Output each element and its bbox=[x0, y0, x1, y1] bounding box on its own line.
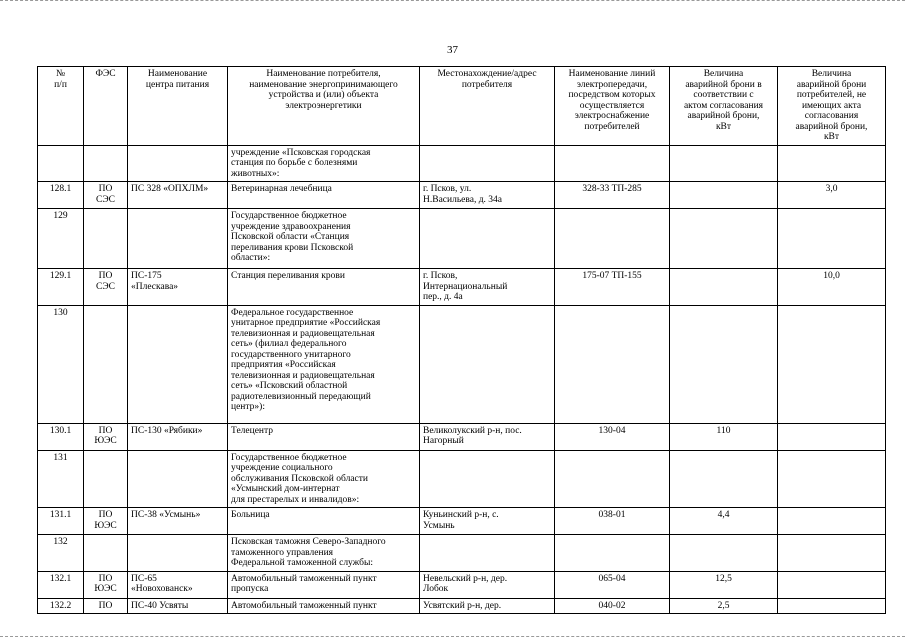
cell-address bbox=[420, 535, 555, 572]
cell-reserve-with-act: 2,5 bbox=[670, 598, 778, 614]
cell-consumer: Автомобильный таможенный пункт пропуска bbox=[228, 571, 420, 598]
cell-consumer: Станция переливания крови bbox=[228, 269, 420, 306]
cell-reserve-without-act bbox=[778, 209, 886, 269]
cell-number: 129 bbox=[38, 209, 84, 269]
cell-power-lines bbox=[555, 535, 670, 572]
table-row bbox=[38, 182, 886, 209]
cell-reserve-with-act bbox=[670, 182, 778, 209]
table-row bbox=[38, 145, 886, 182]
cell-number bbox=[38, 145, 84, 182]
cell-power-center bbox=[128, 305, 228, 423]
scan-edge-bottom bbox=[0, 636, 905, 637]
reserve-table bbox=[37, 66, 886, 614]
cell-power-lines bbox=[555, 450, 670, 508]
cell-reserve-with-act bbox=[670, 305, 778, 423]
cell-reserve-without-act: 10,0 bbox=[778, 269, 886, 306]
cell-number: 130 bbox=[38, 305, 84, 423]
cell-power-lines: 038-01 bbox=[555, 508, 670, 535]
cell-power-center bbox=[128, 209, 228, 269]
cell-reserve-with-act bbox=[670, 269, 778, 306]
cell-fes bbox=[84, 450, 128, 508]
cell-consumer: Государственное бюджетное учреждение здравоохранения Псковской области «Станция переливания крови Псковской области»: bbox=[228, 209, 420, 269]
cell-consumer: учреждение «Псковская городская станция по борьбе с болезнями животных»: bbox=[228, 145, 420, 182]
table-row bbox=[38, 598, 886, 614]
cell-reserve-without-act bbox=[778, 305, 886, 423]
cell-power-lines: 040-02 bbox=[555, 598, 670, 614]
header-reserve-without-act: Величина аварийной брони потребителей, не имеющих акта согласования аварийной брони, кВт bbox=[778, 67, 886, 146]
cell-reserve-with-act: 4,4 bbox=[670, 508, 778, 535]
cell-address bbox=[420, 145, 555, 182]
cell-address bbox=[420, 450, 555, 508]
header-power-lines: Наименование линий электропередачи, посредством которых осуществляется электроснабжение потребителей bbox=[555, 67, 670, 146]
cell-power-center bbox=[128, 450, 228, 508]
header-consumer: Наименование потребителя, наименование энергопринимающего устройства и (или) объекта электроэнергетики bbox=[228, 67, 420, 146]
cell-consumer: Государственное бюджетное учреждение социального обслуживания Псковской области «Усмынский дом-интернат для престарелых и инвалидов»: bbox=[228, 450, 420, 508]
cell-fes bbox=[84, 145, 128, 182]
cell-fes: ПО СЭС bbox=[84, 269, 128, 306]
cell-power-lines bbox=[555, 209, 670, 269]
cell-fes: ПО ЮЭС bbox=[84, 571, 128, 598]
cell-address: Куньинский р-н, с. Усмынь bbox=[420, 508, 555, 535]
cell-reserve-with-act bbox=[670, 145, 778, 182]
header-power-center: Наименование центра питания bbox=[128, 67, 228, 146]
header-number: № п/п bbox=[38, 67, 84, 146]
table-row bbox=[38, 450, 886, 508]
cell-address: г. Псков, ул. Н.Васильева, д. 34а bbox=[420, 182, 555, 209]
table-row bbox=[38, 209, 886, 269]
cell-reserve-with-act bbox=[670, 209, 778, 269]
cell-reserve-without-act bbox=[778, 423, 886, 450]
cell-reserve-with-act: 110 bbox=[670, 423, 778, 450]
cell-consumer: Телецентр bbox=[228, 423, 420, 450]
cell-power-lines: 328-33 ТП-285 bbox=[555, 182, 670, 209]
cell-number: 132.2 bbox=[38, 598, 84, 614]
table-row bbox=[38, 571, 886, 598]
cell-reserve-without-act bbox=[778, 598, 886, 614]
cell-number: 132.1 bbox=[38, 571, 84, 598]
cell-fes: ПО bbox=[84, 598, 128, 614]
cell-reserve-without-act bbox=[778, 450, 886, 508]
cell-power-lines: 130-04 bbox=[555, 423, 670, 450]
cell-reserve-without-act: 3,0 bbox=[778, 182, 886, 209]
cell-address bbox=[420, 209, 555, 269]
cell-consumer: Федеральное государственное унитарное предприятие «Российская телевизионная и радиовещательная сеть» (филиал федерального государственного унитарного предприятия «Российская телевизионная и радиовещательная сеть» «Псковский областной радиотелевизионный передающий центр»): bbox=[228, 305, 420, 423]
cell-power-center bbox=[128, 145, 228, 182]
cell-number: 131 bbox=[38, 450, 84, 508]
cell-address: г. Псков, Интернациональный пер., д. 4а bbox=[420, 269, 555, 306]
cell-address bbox=[420, 305, 555, 423]
cell-number: 130.1 bbox=[38, 423, 84, 450]
header-address: Местонахождение/адрес потребителя bbox=[420, 67, 555, 146]
cell-power-center: ПС-65 «Новохованск» bbox=[128, 571, 228, 598]
table-row bbox=[38, 423, 886, 450]
cell-reserve-with-act bbox=[670, 535, 778, 572]
cell-reserve-with-act: 12,5 bbox=[670, 571, 778, 598]
table-body bbox=[38, 145, 886, 614]
scan-edge-top bbox=[0, 0, 905, 1]
cell-reserve-without-act bbox=[778, 535, 886, 572]
table-row bbox=[38, 535, 886, 572]
cell-fes: ПО СЭС bbox=[84, 182, 128, 209]
cell-power-lines: 065-04 bbox=[555, 571, 670, 598]
table-header-row bbox=[38, 67, 886, 146]
cell-address: Невельский р-н, дер. Лобок bbox=[420, 571, 555, 598]
cell-consumer: Автомобильный таможенный пункт bbox=[228, 598, 420, 614]
cell-consumer: Больница bbox=[228, 508, 420, 535]
cell-power-center: ПС 328 «ОПХЛМ» bbox=[128, 182, 228, 209]
cell-reserve-without-act bbox=[778, 571, 886, 598]
header-fes: ФЭС bbox=[84, 67, 128, 146]
cell-number: 129.1 bbox=[38, 269, 84, 306]
cell-fes bbox=[84, 535, 128, 572]
cell-fes bbox=[84, 209, 128, 269]
cell-power-center: ПС-40 Усвяты bbox=[128, 598, 228, 614]
cell-reserve-with-act bbox=[670, 450, 778, 508]
cell-number: 131.1 bbox=[38, 508, 84, 535]
cell-fes bbox=[84, 305, 128, 423]
cell-address: Великолукский р-н, пос. Нагорный bbox=[420, 423, 555, 450]
cell-power-center bbox=[128, 535, 228, 572]
header-reserve-with-act: Величина аварийной брони в соответствии с актом согласования аварийной брони, кВт bbox=[670, 67, 778, 146]
cell-consumer: Ветеринарная лечебница bbox=[228, 182, 420, 209]
table-row bbox=[38, 305, 886, 423]
cell-power-lines: 175-07 ТП-155 bbox=[555, 269, 670, 306]
cell-power-center: ПС-130 «Рябики» bbox=[128, 423, 228, 450]
page-number: 37 bbox=[447, 44, 458, 56]
cell-consumer: Псковская таможня Северо-Западного таможенного управления Федеральной таможенной службы: bbox=[228, 535, 420, 572]
table-row bbox=[38, 269, 886, 306]
cell-fes: ПО ЮЭС bbox=[84, 508, 128, 535]
cell-fes: ПО ЮЭС bbox=[84, 423, 128, 450]
cell-address: Усвятский р-н, дер. bbox=[420, 598, 555, 614]
table-row bbox=[38, 508, 886, 535]
cell-number: 132 bbox=[38, 535, 84, 572]
cell-power-lines bbox=[555, 145, 670, 182]
cell-reserve-without-act bbox=[778, 145, 886, 182]
cell-power-lines bbox=[555, 305, 670, 423]
cell-number: 128.1 bbox=[38, 182, 84, 209]
cell-power-center: ПС-38 «Усмынь» bbox=[128, 508, 228, 535]
cell-reserve-without-act bbox=[778, 508, 886, 535]
cell-power-center: ПС-175 «Плескава» bbox=[128, 269, 228, 306]
